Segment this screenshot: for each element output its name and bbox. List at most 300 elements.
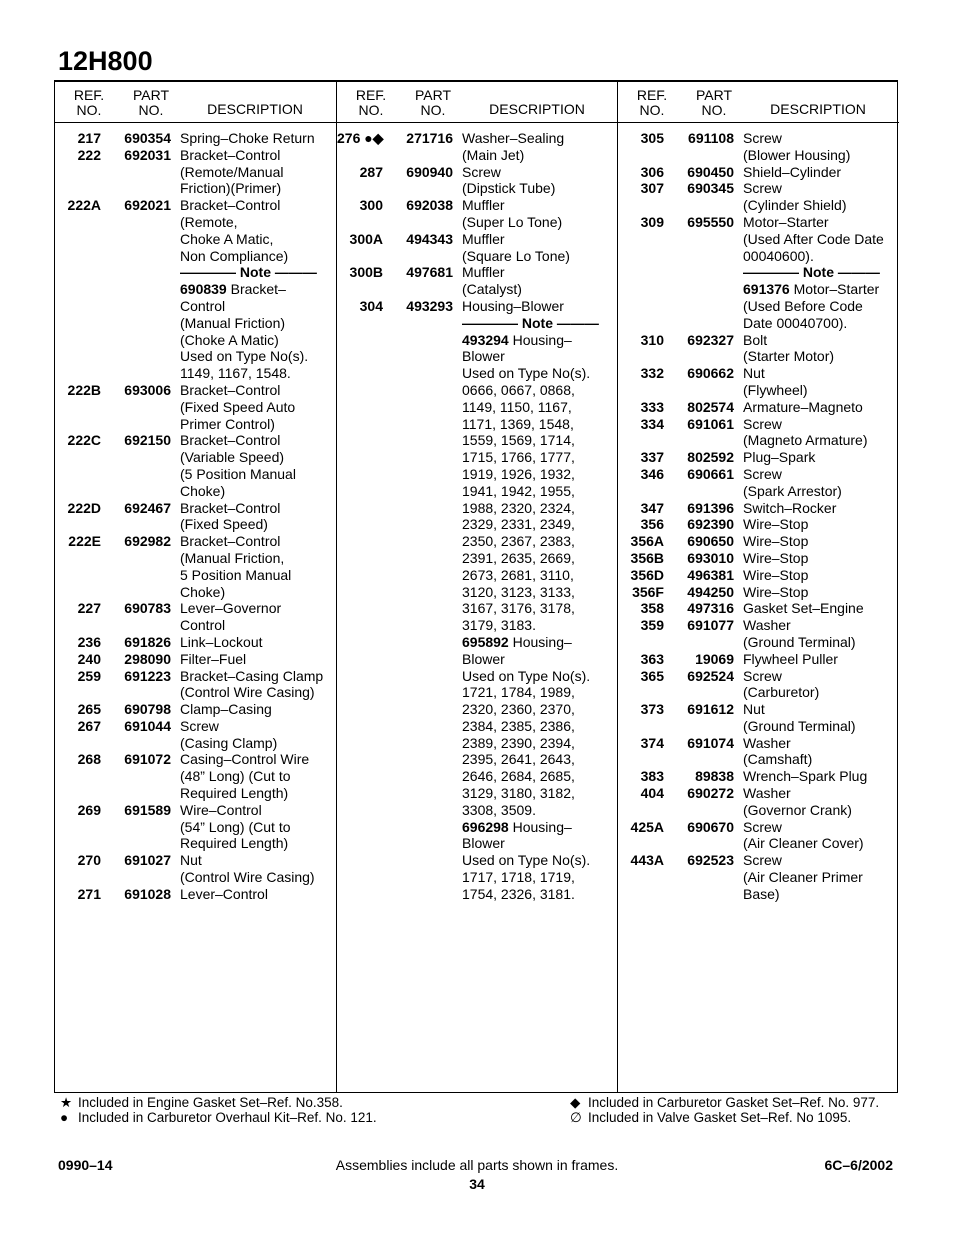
footer-note: Assemblies include all parts shown in frames. (335, 1157, 619, 1173)
description-line: 2329, 2331, 2349, (462, 516, 575, 533)
description-line: 2646, 2684, 2685, (462, 768, 575, 785)
parts-table (54, 80, 898, 1093)
ref-number: 373 (640, 701, 664, 718)
description-line: Shield–Cylinder (743, 163, 842, 180)
part-row (618, 533, 899, 550)
part-description (171, 701, 336, 718)
description-line: Choke A Matic, (180, 230, 274, 247)
description-line: 2391, 2635, 2669, (462, 549, 575, 566)
ref-number: 383 (640, 768, 664, 785)
part-row (55, 600, 336, 634)
part-row (618, 600, 899, 617)
part-number: 695550 (687, 213, 734, 230)
ref-number: 287 (359, 163, 383, 180)
description-line: Date 00040700). (743, 314, 848, 331)
part-row (337, 130, 618, 164)
ref-number: 307 (640, 180, 664, 197)
description-line: (Manual Friction) (180, 314, 286, 331)
description-line: 691376 Motor–Starter (743, 281, 880, 298)
ref-number: 356B (630, 549, 664, 566)
description-line: 2673, 2681, 3110, (462, 566, 574, 583)
part-row (55, 852, 336, 886)
parts-column-3 (617, 82, 899, 1092)
part-row (55, 432, 336, 499)
ref-number: 222C (67, 432, 101, 449)
part-description (734, 500, 899, 517)
part-number: 271716 (406, 130, 453, 146)
header-description: DESCRIPTION (489, 101, 585, 117)
ref-number: 270 (77, 852, 101, 869)
page-title: 12H800 (58, 46, 153, 76)
description-line: ———— Note ——— (462, 314, 599, 331)
description-line: Bracket–Control (180, 533, 281, 550)
ref-number: 300 (359, 197, 383, 214)
part-description (734, 214, 899, 332)
description-line: 3167, 3176, 3178, (462, 600, 575, 617)
description-line: Armature–Magneto (743, 398, 863, 415)
description-line: (Starter Motor) (743, 348, 835, 365)
description-line: (Main Jet) (462, 146, 525, 163)
ref-number: 268 (77, 751, 101, 768)
description-line: (Control Wire Casing) (180, 684, 315, 701)
ref-number: 222D (67, 499, 101, 516)
ref-number: 358 (640, 600, 664, 617)
description-line: Control (180, 617, 226, 634)
part-description (171, 382, 336, 432)
description-line: Used on Type No(s). (180, 348, 309, 365)
part-number: 692327 (687, 331, 734, 348)
ref-number: 300A (349, 230, 383, 247)
part-description (734, 668, 899, 702)
part-number: 692150 (124, 432, 171, 449)
description-line: ———— Note ——— (180, 264, 317, 281)
part-description (171, 500, 336, 534)
part-description (171, 886, 336, 903)
description-line: Wrench–Spark Plug (743, 768, 868, 785)
part-description (453, 298, 618, 903)
part-description (171, 634, 336, 651)
description-line: (5 Position Manual (180, 465, 296, 482)
part-description (171, 802, 336, 852)
part-description (171, 751, 336, 801)
ref-number: 227 (77, 600, 101, 617)
description-line: (Air Cleaner Primer (743, 869, 863, 886)
ref-number: 305 (640, 130, 664, 146)
ref-number: 222E (68, 533, 101, 550)
description-line: 2389, 2390, 2394, (462, 734, 575, 751)
ref-number: 236 (77, 633, 101, 650)
ref-number: 332 (640, 365, 664, 382)
description-line: Non Compliance) (180, 247, 289, 264)
part-description (734, 550, 899, 567)
part-description (171, 533, 336, 600)
part-number: 693006 (124, 381, 171, 398)
part-number: 692038 (406, 197, 453, 214)
part-description (734, 567, 899, 584)
description-line: (Control Wire Casing) (180, 869, 315, 886)
description-line: Washer (743, 617, 791, 634)
part-number: 690661 (687, 465, 734, 482)
part-number: 691612 (687, 701, 734, 718)
description-line: 1919, 1926, 1932, (462, 465, 575, 482)
part-description (734, 180, 899, 214)
part-description (453, 197, 618, 231)
ref-number: 334 (640, 415, 664, 432)
part-description (734, 768, 899, 785)
description-line: Filter–Fuel (180, 650, 247, 667)
description-line: Plug–Spark (743, 449, 816, 466)
ref-number: 356D (630, 566, 664, 583)
diamond-icon: ◆ (570, 1095, 581, 1110)
description-line: Used on Type No(s). (462, 667, 591, 684)
description-line: Bracket–Casing Clamp (180, 667, 324, 684)
description-line: 493294 Housing– (462, 331, 572, 348)
part-number: 802592 (687, 449, 734, 466)
description-line: 1941, 1942, 1955, (462, 482, 575, 499)
description-line: 2384, 2385, 2386, (462, 717, 575, 734)
part-description (734, 449, 899, 466)
part-description (734, 584, 899, 601)
description-line: (Square Lo Tone) (462, 247, 570, 264)
part-number: 691072 (124, 751, 171, 768)
ref-number: 306 (640, 163, 664, 180)
ref-number: 310 (640, 331, 664, 348)
part-number: 802574 (687, 398, 734, 415)
part-row (618, 466, 899, 500)
legend-right (570, 1095, 879, 1125)
part-number: 690783 (124, 600, 171, 617)
description-line: 2395, 2641, 2643, (462, 751, 575, 768)
part-number: 691077 (687, 617, 734, 634)
part-number: 497681 (406, 264, 453, 281)
part-row (337, 298, 618, 903)
part-number: 690450 (687, 163, 734, 180)
description-line: (Blower Housing) (743, 146, 851, 163)
ref-number: 269 (77, 801, 101, 818)
description-line: (Camshaft) (743, 751, 813, 768)
part-description (734, 735, 899, 769)
description-line: 690839 Bracket– (180, 281, 286, 298)
description-line: Bracket–Control (180, 432, 281, 449)
ref-number: 217 (77, 130, 101, 146)
part-row (55, 651, 336, 668)
ref-number: 333 (640, 398, 664, 415)
part-row (55, 701, 336, 718)
description-line: Casing–Control Wire (180, 751, 310, 768)
description-line: 695892 Housing– (462, 633, 572, 650)
description-line: (54” Long) (Cut to (180, 818, 291, 835)
rows (618, 130, 899, 903)
description-line: (48” Long) (Cut to (180, 768, 291, 785)
description-line: 00040600). (743, 247, 814, 264)
description-line: 1754, 2326, 3181. (462, 885, 575, 902)
description-line: 696298 Housing– (462, 818, 572, 835)
column-header (337, 82, 618, 123)
rows (337, 130, 618, 903)
part-description (171, 718, 336, 752)
rows (55, 130, 336, 903)
description-line: (Remote/Manual (180, 163, 284, 180)
column-header (618, 82, 899, 123)
description-line: 1717, 1718, 1719, (462, 869, 575, 886)
description-line: Wire–Stop (743, 583, 809, 600)
part-number: 692390 (687, 516, 734, 533)
description-line: Bracket–Control (180, 197, 281, 214)
description-line: (Cylinder Shield) (743, 197, 847, 214)
part-number: 691589 (124, 801, 171, 818)
part-row (337, 197, 618, 231)
part-description (171, 668, 336, 702)
part-row (55, 718, 336, 752)
part-description (453, 130, 618, 164)
description-line: (Air Cleaner Cover) (743, 835, 864, 852)
part-number: 691028 (124, 885, 171, 902)
legend-left (60, 1095, 377, 1125)
part-number: 692523 (687, 852, 734, 869)
ref-number: 337 (640, 449, 664, 466)
description-line: Flywheel Puller (743, 650, 838, 667)
part-number: 691108 (688, 130, 734, 146)
part-description (734, 785, 899, 819)
description-line: 1715, 1766, 1777, (462, 449, 575, 466)
header-part-no: PART NO. (695, 87, 733, 118)
description-line: 2320, 2360, 2370, (462, 701, 575, 718)
part-row (618, 399, 899, 416)
description-line: Motor–Starter (743, 213, 829, 230)
part-number: 691223 (124, 667, 171, 684)
description-line: Control (180, 297, 226, 314)
description-line: Used on Type No(s). (462, 852, 591, 869)
description-line: 3308, 3509. (462, 801, 536, 818)
part-number: 690798 (124, 701, 171, 718)
part-description (171, 651, 336, 668)
part-row (55, 500, 336, 534)
description-line: (Spark Arrestor) (743, 482, 842, 499)
part-number: 494250 (687, 583, 734, 600)
description-line: Required Length) (180, 785, 289, 802)
part-description (171, 130, 336, 147)
description-line: Muffler (462, 197, 505, 214)
description-line: (Fixed Speed) (180, 516, 268, 533)
description-line: (Magneto Armature) (743, 432, 868, 449)
description-line: Base) (743, 885, 780, 902)
ref-number: 347 (640, 499, 664, 516)
description-line: (Catalyst) (462, 281, 522, 298)
description-line: Screw (462, 163, 501, 180)
part-row (55, 751, 336, 801)
part-description (734, 164, 899, 181)
description-line: Wire–Stop (743, 516, 809, 533)
part-description (453, 164, 618, 198)
description-line: Wire–Stop (743, 549, 809, 566)
header-description: DESCRIPTION (207, 101, 303, 117)
part-number: 690354 (124, 130, 171, 146)
part-number: 692524 (687, 667, 734, 684)
description-line: Blower (462, 650, 505, 667)
description-line: Screw (743, 818, 782, 835)
part-number: 690940 (406, 163, 453, 180)
column-header (55, 82, 336, 123)
part-row (618, 768, 899, 785)
bullet-icon: ● (60, 1110, 69, 1125)
part-row (618, 550, 899, 567)
part-number: 691027 (124, 852, 171, 869)
part-row (55, 382, 336, 432)
part-description (171, 147, 336, 197)
part-row (618, 516, 899, 533)
part-row (618, 416, 899, 450)
description-line: ———— Note ——— (743, 264, 880, 281)
part-row (618, 735, 899, 769)
description-line: Gasket Set–Engine (743, 600, 864, 617)
footer-date: 6C–6/2002 (824, 1157, 893, 1173)
part-description (734, 399, 899, 416)
description-line: Lever–Governor (180, 600, 282, 617)
ref-number: 222A (67, 197, 101, 214)
part-number: 497316 (687, 600, 734, 617)
description-line: Nut (743, 365, 765, 382)
part-row (618, 130, 899, 164)
part-description (734, 416, 899, 450)
header-ref-no: REF. NO. (636, 87, 668, 118)
part-number: 89838 (695, 768, 734, 785)
part-number: 690670 (687, 818, 734, 835)
part-row (618, 617, 899, 651)
description-line: Housing–Blower (462, 297, 564, 314)
description-line: Muffler (462, 264, 505, 281)
description-line: Nut (180, 852, 202, 869)
description-line: (Manual Friction, (180, 549, 285, 566)
description-line: Choke) (180, 583, 226, 600)
description-line: Lever–Control (180, 885, 268, 902)
ref-number: 359 (640, 617, 664, 634)
part-row (618, 651, 899, 668)
ref-number: 222B (67, 381, 101, 398)
description-line: 1721, 1784, 1989, (462, 684, 575, 701)
header-ref-no: REF. NO. (355, 87, 387, 118)
description-line: Bracket–Control (180, 146, 281, 163)
part-row (55, 668, 336, 702)
description-line: Used on Type No(s). (462, 365, 591, 382)
ref-number: 265 (77, 701, 101, 718)
description-line: Wire–Control (180, 801, 262, 818)
part-row (55, 197, 336, 382)
part-number: 691074 (687, 734, 734, 751)
description-line: Muffler (462, 230, 505, 247)
part-row (55, 802, 336, 852)
part-row (337, 164, 618, 198)
ref-number: 304 (359, 297, 383, 314)
part-row (618, 332, 899, 366)
description-line: 1149, 1167, 1548. (180, 365, 291, 382)
part-number: 692982 (124, 533, 171, 550)
part-row (618, 180, 899, 214)
description-line: Blower (462, 835, 505, 852)
part-row (618, 701, 899, 735)
part-number: 494343 (406, 230, 453, 247)
ref-number: 267 (77, 717, 101, 734)
part-row (618, 819, 899, 853)
description-line: Wire–Stop (743, 533, 809, 550)
description-line: (Super Lo Tone) (462, 213, 563, 230)
ref-number: 425A (630, 818, 664, 835)
part-description (734, 617, 899, 651)
part-number: 691396 (687, 499, 734, 516)
description-line: 3179, 3183. (462, 617, 536, 634)
description-line: Screw (743, 852, 782, 869)
ref-number: 222 (77, 146, 101, 163)
part-row (55, 533, 336, 600)
legend-item: ★ Included in Engine Gasket Set–Ref. No.358. (60, 1095, 343, 1110)
part-number: 496381 (687, 566, 734, 583)
description-line: Washer–Sealing (462, 130, 565, 146)
description-line: 0666, 0667, 0868, (462, 381, 575, 398)
parts-column-1 (55, 82, 336, 1092)
part-description (453, 231, 618, 265)
description-line: Friction)(Primer) (180, 180, 282, 197)
description-line: (Governor Crank) (743, 801, 852, 818)
description-line: Primer Control) (180, 415, 275, 432)
ref-number: 309 (640, 213, 664, 230)
part-row (618, 365, 899, 399)
description-line: (Dipstick Tube) (462, 180, 556, 197)
description-line: Washer (743, 785, 791, 802)
description-line: 1149, 1150, 1167, (462, 398, 572, 415)
description-line: 3120, 3123, 3133, (462, 583, 575, 600)
description-line: Choke) (180, 482, 226, 499)
ref-number: 271 (77, 885, 101, 902)
description-line: (Remote, (180, 213, 238, 230)
ref-number: 346 (640, 465, 664, 482)
ref-number: 356F (632, 583, 664, 600)
legend-item: ∅ Included in Valve Gasket Set–Ref. No 1095. (570, 1110, 852, 1125)
ref-number: 365 (640, 667, 664, 684)
ref-number: 356 (640, 516, 664, 533)
part-description (734, 533, 899, 550)
page-number: 34 (469, 1176, 485, 1192)
description-line: Required Length) (180, 835, 289, 852)
part-description (734, 466, 899, 500)
part-number: 690662 (687, 365, 734, 382)
part-row (337, 231, 618, 265)
header-part-no: PART NO. (414, 87, 452, 118)
description-line: 5 Position Manual (180, 566, 292, 583)
description-line: Wire–Stop (743, 566, 809, 583)
description-line: 1559, 1569, 1714, (462, 432, 575, 449)
part-description (171, 197, 336, 382)
part-number: 19069 (695, 650, 734, 667)
description-line: (Fixed Speed Auto (180, 398, 296, 415)
part-row (618, 852, 899, 902)
description-line: Screw (743, 667, 782, 684)
part-description (734, 332, 899, 366)
ref-number: 374 (640, 734, 664, 751)
ref-number: 404 (640, 785, 664, 802)
part-description (734, 600, 899, 617)
description-line: 3129, 3180, 3182, (462, 785, 575, 802)
part-row (55, 130, 336, 147)
part-row (618, 567, 899, 584)
part-row (55, 634, 336, 651)
part-row (618, 668, 899, 702)
description-line: (Ground Terminal) (743, 633, 856, 650)
part-description (734, 516, 899, 533)
description-line: Screw (743, 415, 782, 432)
part-description (734, 701, 899, 735)
ref-number: 363 (640, 650, 664, 667)
description-line: Bracket–Control (180, 499, 281, 516)
part-description (171, 600, 336, 634)
